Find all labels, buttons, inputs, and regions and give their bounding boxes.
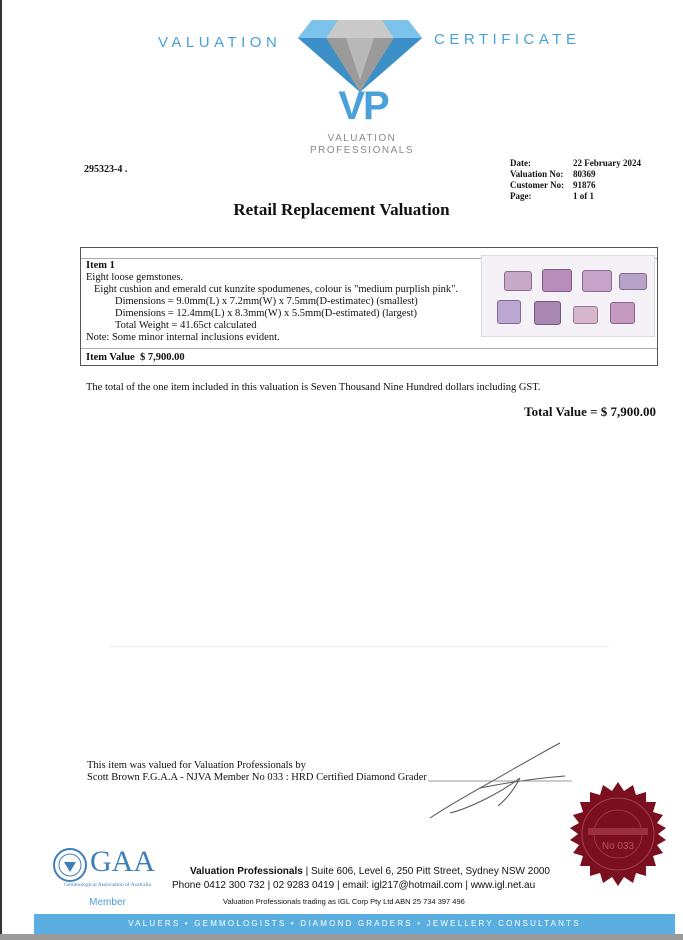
meta-value: 22 February 2024 (573, 158, 641, 168)
gemstone-icon (610, 302, 635, 324)
logo-letters: VP (338, 84, 388, 128)
item-value-label: Item Value (86, 352, 135, 363)
footer-contact: Phone 0412 300 732 | 02 9283 0419 | email: igl217@hotmail.com | www.igl.net.au (172, 880, 536, 891)
footer-trading: Valuation Professionals trading as IGL Corp Pty Ltd ABN 25 734 397 496 (223, 897, 465, 906)
meta-value: 91876 (573, 180, 596, 190)
meta-label: Page: (510, 191, 532, 201)
signature-icon (420, 738, 580, 828)
valuer-line2: Scott Brown F.G.A.A - NJVA Member No 033 : HRD Certified Diamond Grader (87, 772, 427, 783)
gemstone-icon (534, 301, 561, 325)
item-line: Eight loose gemstones. (86, 272, 184, 283)
meta-value: 80369 (573, 169, 596, 179)
logo-line1: VALUATION (327, 133, 397, 144)
gemstone-photo (481, 255, 655, 337)
meta-value: 1 of 1 (573, 191, 594, 201)
gemstone-icon (542, 269, 572, 292)
divider (81, 348, 657, 349)
footer-address-text: | Suite 606, Level 6, 250 Pitt Street, Sydney NSW 2000 (305, 866, 550, 877)
scan-mark (110, 646, 610, 647)
seal-stamp-icon (566, 782, 670, 886)
item-line: Note: Some minor internal inclusions evident. (86, 332, 280, 343)
footer-address (190, 866, 550, 877)
meta-block (510, 158, 641, 202)
gemstone-icon (619, 273, 647, 290)
header-word-left: VALUATION (158, 34, 282, 51)
item-heading: Item 1 (86, 260, 115, 271)
total-sentence: The total of the one item included in this valuation is Seven Thousand Nine Hundred dollars including GST. (86, 382, 541, 393)
meta-label: Date: (510, 158, 531, 168)
gemstone-icon (504, 271, 532, 291)
logo-line2: PROFESSIONALS (310, 145, 414, 156)
gemstone-icon (582, 270, 612, 292)
gemstone-icon (497, 300, 521, 324)
valuer-line1: This item was valued for Valuation Professionals by (87, 760, 306, 771)
scan-edge (0, 0, 2, 940)
item-line: Total Weight = 41.65ct calculated (115, 320, 257, 331)
item-value-amount: $ 7,900.00 (139, 352, 185, 363)
meta-label: Customer No: (510, 180, 565, 190)
gemstone-icon (573, 306, 598, 324)
footer-company: Valuation Professionals (190, 866, 303, 877)
footer-band: VALUERS • GEMMOLOGISTS • DIAMOND GRADERS • JEWELLERY CONSULTANTS (34, 914, 675, 934)
gaa-member: Member (89, 897, 126, 908)
item-value (86, 352, 185, 365)
gaa-subtitle: Gemmological Association of Australia (64, 882, 151, 888)
item-line: Eight cushion and emerald cut kunzite spodumenes, colour is "medium purplish pink". (94, 284, 459, 295)
item-line: Dimensions = 12.4mm(L) x 8.3mm(W) x 5.5mm(D-estimated) (largest) (115, 308, 418, 319)
gaa-emblem-icon (53, 848, 87, 882)
diamond-logo-icon (298, 20, 422, 92)
document-title: Retail Replacement Valuation (233, 200, 450, 219)
meta-label: Valuation No: (510, 169, 564, 179)
header-word-right: CERTIFICATE (434, 31, 581, 48)
item-line: Dimensions = 9.0mm(L) x 7.2mm(W) x 7.5mm(D-estimatec) (smallest) (115, 296, 418, 307)
reference-number: 295323-4 . (84, 164, 128, 175)
gaa-letters: GAA (90, 845, 155, 878)
seal-number: No 033 (601, 841, 635, 852)
total-value: Total Value = $ 7,900.00 (524, 404, 656, 419)
scan-bottom-edge (0, 934, 683, 940)
item-box (80, 247, 658, 366)
